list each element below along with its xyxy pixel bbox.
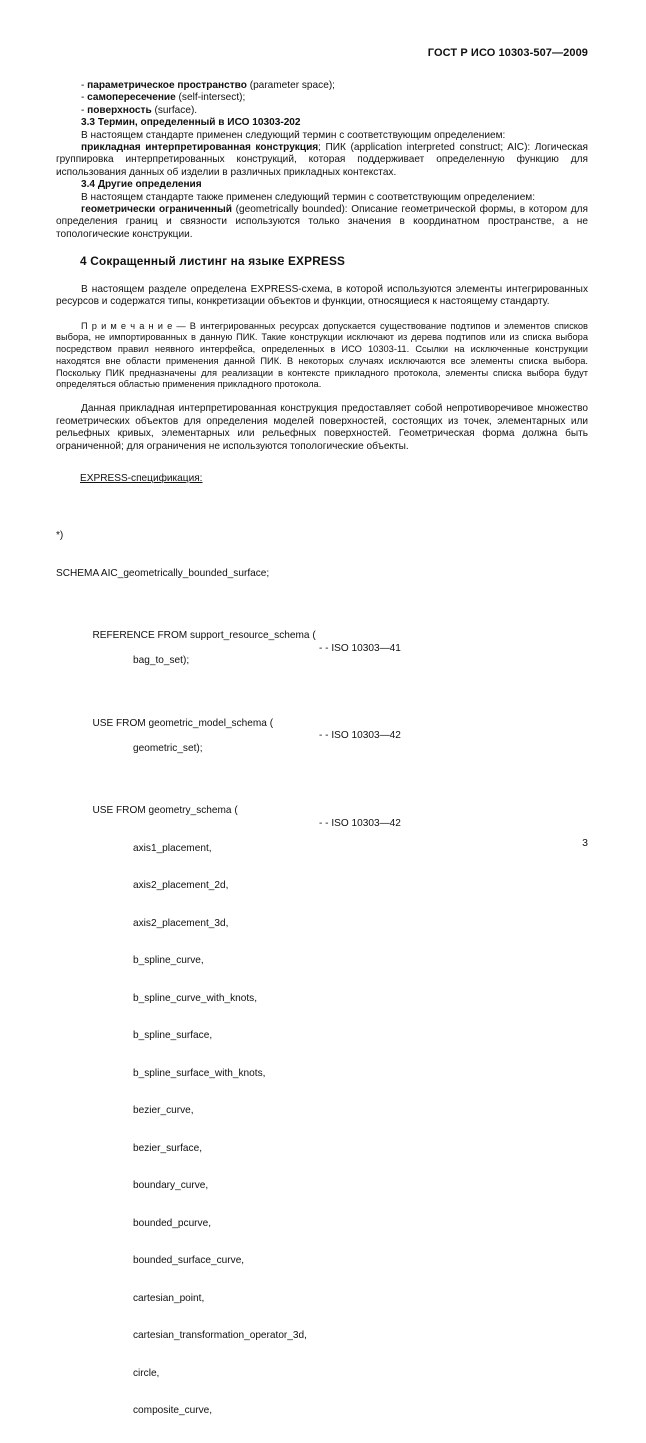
term: геометрически ограниченный — [81, 204, 232, 216]
code-line: REFERENCE FROM support_resource_schema ( - - ISO 10303—41 — [92, 630, 401, 654]
code-line: b_spline_surface_with_knots, — [133, 1067, 266, 1079]
code-line: boundary_curve, — [133, 1180, 209, 1192]
code-line: composite_curve, — [133, 1405, 213, 1417]
section-3-3-intro: В настоящем стандарте применен следующий термин с соответствующим определением: — [81, 129, 506, 141]
document-header: ГОСТ Р ИСО 10303-507—2009 — [427, 47, 588, 59]
code-line: b_spline_curve_with_knots, — [133, 992, 258, 1004]
code-line: circle, — [133, 1367, 160, 1379]
code-line: geometric_set); — [133, 742, 203, 754]
section-3-4-intro: В настоящем стандарте также применен следующий термин с соответствующим определением: — [81, 191, 536, 203]
term: параметрическое пространство — [87, 80, 247, 91]
code-line: axis2_placement_3d, — [133, 917, 229, 929]
code-comment: - - ISO 10303—42 — [319, 817, 401, 829]
page-content — [56, 80, 588, 1443]
note-paragraph: П р и м е ч а н и е — В интегрированных ресурсах допускается существование подтипов и элементов списков выбора, не импортированных в данную ПИК. Такие конструкции исключают из дерева подтипов или из списка выбора посредством правил неявного интерфейса, определенных в ИСО 10303-11. Ссылки на исключенные конструкции находятся вне области применения данной ПИК. В некоторых случаях исключаются все элементы списка выбора. Поскольку ПИК предназначены для реализации в контексте прикладного протокола, элементы списка выбора будут определяться областью применения прикладного протокола. — [56, 320, 588, 390]
code-line: USE FROM geometric_model_schema ( - - ISO 10303—42 — [92, 717, 401, 742]
code-line: bag_to_set); — [133, 655, 190, 667]
code-line: b_spline_curve, — [133, 955, 204, 967]
code-line: USE FROM geometry_schema ( - - ISO 10303—42 — [92, 805, 401, 829]
list-item: - параметрическое пространство (parameter space); — [81, 80, 335, 91]
section-3-3-heading: 3.3 Термин, определенный в ИСО 10303-202 — [81, 117, 301, 129]
express-code — [56, 505, 588, 1443]
spec-title: EXPRESS-спецификация: — [80, 472, 203, 484]
list-item: - поверхность (surface). — [81, 104, 198, 116]
code-line: cartesian_transformation_operator_3d, — [133, 1330, 307, 1342]
term: прикладная интерпретированная конструкция — [81, 142, 319, 154]
term: самопересечение — [87, 92, 176, 104]
code-line: bezier_surface, — [133, 1142, 203, 1154]
section-3-3-definition: прикладная интерпретированная конструкция; ПИК (application interpreted construct; AIC): Логическая группировка интерпретированных конструкций, которая поддерживает определенную функцию для использования данных об изделии в различных прикладных контекстах. — [56, 142, 588, 178]
list-item: - самопересечение (self-intersect); — [81, 92, 246, 104]
code-line: cartesian_point, — [133, 1292, 205, 1304]
code-line: *) — [56, 530, 64, 542]
page-number: 3 — [582, 837, 588, 849]
section-4-paragraph: Данная прикладная интерпретированная конструкция предоставляет собой непротиворечивое множество геометрических объектов для определения моделей поверхностей, состоящих из точек, элементарных или рельефных кривых, элементарных или рельефных поверхностей. Геометрическая форма должна быть ограниченной; для ограничения не используются топологические объекты. — [56, 403, 588, 452]
code-line: bounded_surface_curve, — [133, 1255, 245, 1267]
code-line: axis2_placement_2d, — [133, 880, 229, 892]
section-3-4-heading: 3.4 Другие определения — [81, 179, 202, 191]
code-comment: - - ISO 10303—42 — [319, 730, 401, 742]
term: поверхность — [87, 104, 152, 116]
code-line: b_spline_surface, — [133, 1030, 213, 1042]
code-line: bounded_pcurve, — [133, 1217, 212, 1229]
code-line: SCHEMA AIC_geometrically_bounded_surface; — [56, 567, 270, 579]
section-4-heading: 4 Сокращенный листинг на языке EXPRESS — [80, 254, 346, 269]
code-comment: - - ISO 10303—41 — [319, 642, 401, 654]
section-3-4-definition: геометрически ограниченный (geometrically bounded): Описание геометрической формы, в котором для определения границ и связности используются только значения в координатном пространстве, а не топологические конструкции. — [56, 204, 588, 240]
code-line: bezier_curve, — [133, 1105, 194, 1117]
code-line: axis1_placement, — [133, 842, 212, 854]
section-4-paragraph: В настоящем разделе определена EXPRESS-схема, в которой используются элементы интегрированных ресурсов и содержатся типы, конкретизации объектов и функции, относящиеся к настоящему стандарту. — [56, 283, 588, 308]
